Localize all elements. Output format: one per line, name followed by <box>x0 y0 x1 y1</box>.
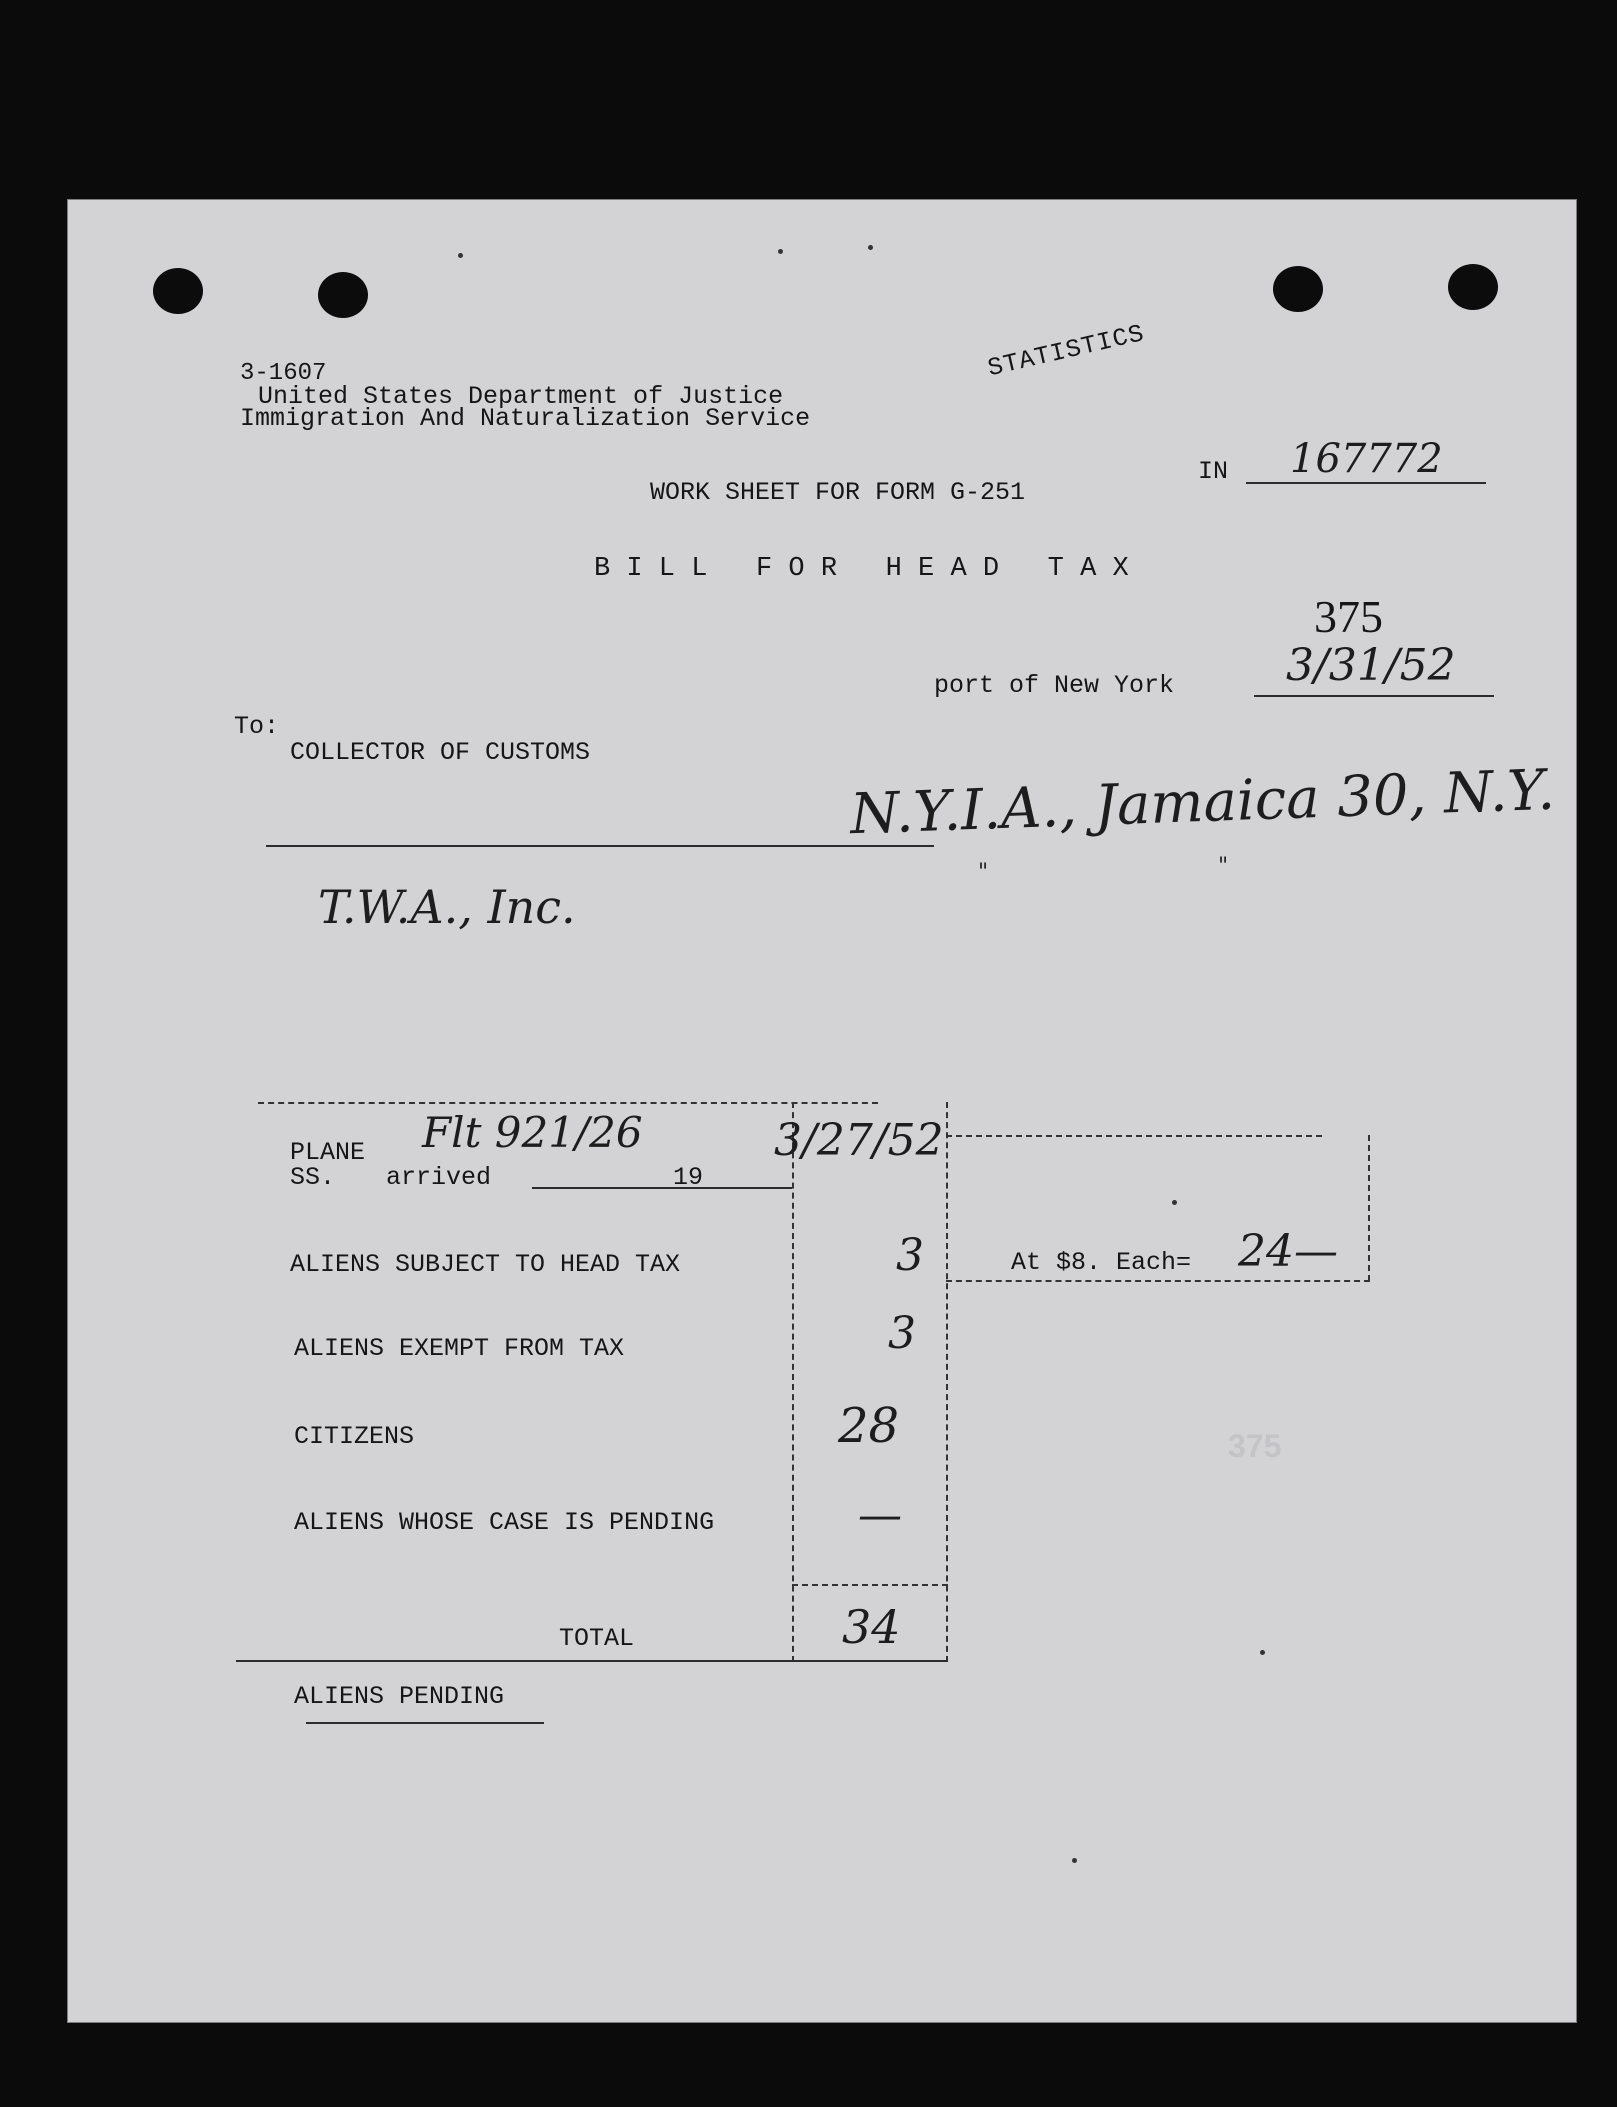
value-column-left-border <box>792 1102 794 1662</box>
rate-amount: 24— <box>1238 1226 1338 1277</box>
arrival-date: 3/27/52 <box>774 1115 944 1166</box>
table-top-border <box>258 1102 878 1104</box>
row-label-case-pending: ALIENS WHOSE CASE IS PENDING <box>294 1508 715 1537</box>
agency-line-2: Immigration And Naturalization Service <box>240 404 811 433</box>
total-label: TOTAL <box>559 1624 635 1653</box>
document-sheet <box>68 200 1576 2022</box>
row-value-subject-to-tax: 3 <box>896 1230 924 1281</box>
work-sheet-title: WORK SHEET FOR FORM G-251 <box>650 478 1026 507</box>
row-label-citizens: CITIZENS <box>294 1422 415 1451</box>
rate-box-top <box>946 1135 1322 1137</box>
plane-label: PLANE <box>290 1138 366 1167</box>
row-label-subject-to-tax: ALIENS SUBJECT TO HEAD TAX <box>290 1250 681 1279</box>
plane-flight: Flt 921/26 <box>422 1108 643 1157</box>
ditto-mark-1: " <box>978 860 989 885</box>
bill-title: B I L L F O R H E A D T A X <box>594 554 1129 584</box>
punch-hole-1 <box>153 268 203 314</box>
in-number: 167772 <box>1290 436 1443 482</box>
arrived-label: arrived <box>386 1163 492 1192</box>
aliens-pending-label: ALIENS PENDING <box>294 1682 505 1711</box>
speck <box>1172 1200 1177 1205</box>
row-value-case-pending: — <box>858 1490 902 1541</box>
rate-label: At $8. Each= <box>1011 1248 1192 1277</box>
port-date: 3/31/52 <box>1286 640 1456 691</box>
ss-label: SS. <box>290 1163 336 1192</box>
row-value-citizens: 28 <box>838 1398 900 1454</box>
speck <box>868 245 873 250</box>
speck <box>1260 1650 1265 1655</box>
port-underline <box>1254 695 1494 697</box>
agency-line-1: United States Department of Justice <box>258 382 784 411</box>
form-number: 3-1607 <box>240 360 327 387</box>
ditto-mark-2: " <box>1218 854 1229 879</box>
carrier-handwritten: T.W.A., Inc. <box>318 880 576 934</box>
to-label: To: <box>234 712 280 741</box>
rate-box-right <box>1368 1135 1370 1281</box>
speck <box>1072 1858 1077 1863</box>
row-value-exempt-from-tax: 3 <box>888 1308 916 1359</box>
aliens-pending-underline <box>306 1722 544 1724</box>
port-label: port of New York <box>934 671 1175 700</box>
address-line <box>266 845 934 847</box>
punch-hole-4 <box>1448 264 1498 310</box>
punch-hole-2 <box>318 272 368 318</box>
faint-number: 375 <box>1228 1428 1282 1464</box>
addressee: COLLECTOR OF CUSTOMS <box>290 738 591 767</box>
table-bottom-border <box>236 1660 948 1662</box>
value-column-right-border <box>946 1102 948 1662</box>
total-value: 34 <box>842 1600 901 1654</box>
row-label-exempt-from-tax: ALIENS EXEMPT FROM TAX <box>294 1334 625 1363</box>
address-handwritten: N.Y.I.A., Jamaica 30, N.Y. <box>849 757 1556 848</box>
statistics-stamp: STATISTICS <box>985 319 1148 384</box>
in-underline <box>1246 482 1486 484</box>
speck <box>778 249 783 254</box>
plane-underline <box>532 1187 792 1189</box>
year-prefix: 19 <box>673 1163 704 1192</box>
rate-box-bottom <box>946 1280 1370 1282</box>
speck <box>458 253 463 258</box>
punch-hole-3 <box>1273 266 1323 312</box>
bill-number: 375 <box>1314 591 1383 642</box>
total-separator <box>792 1584 948 1586</box>
in-label: IN <box>1198 457 1229 486</box>
